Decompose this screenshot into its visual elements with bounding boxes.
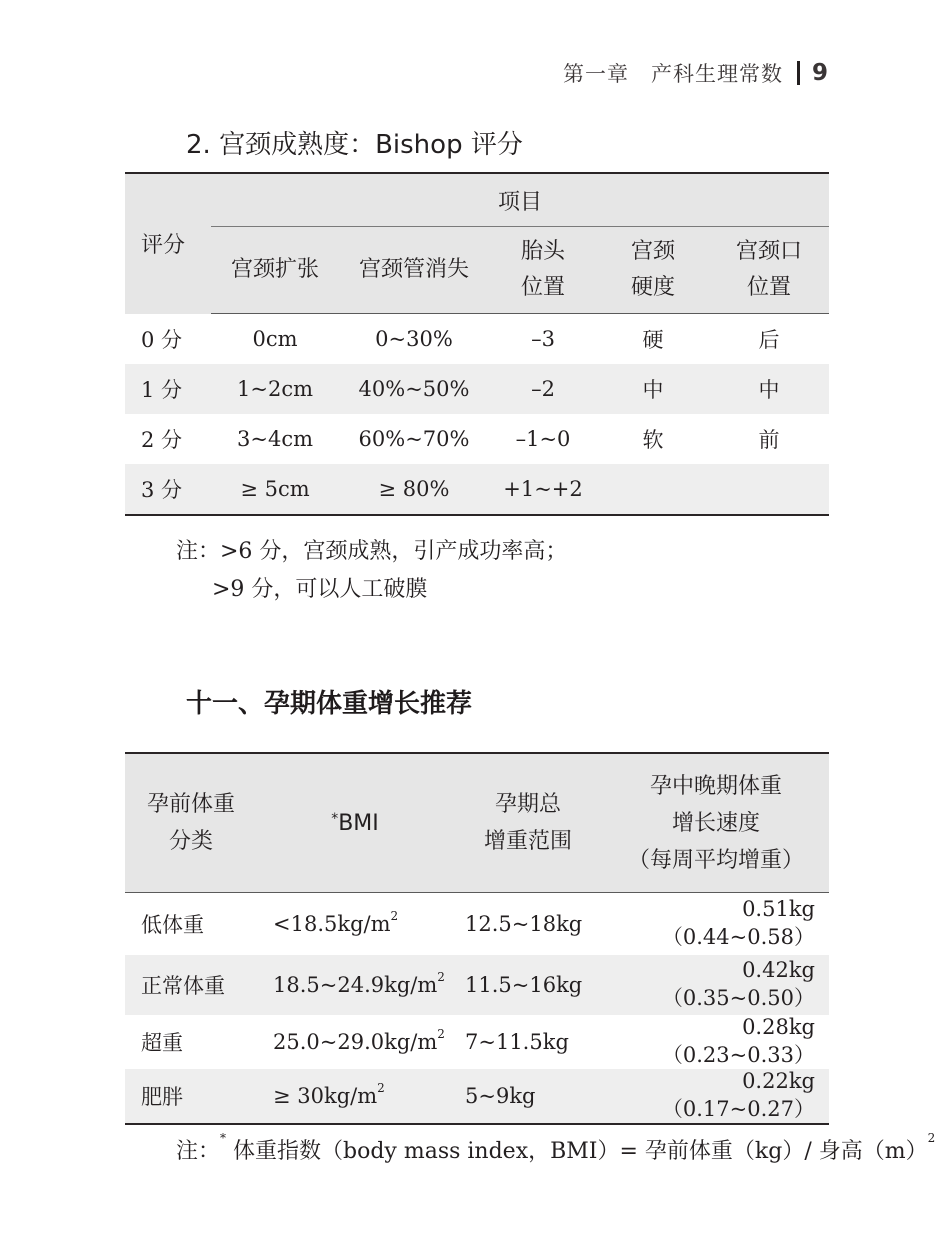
running-header [563,58,828,88]
column-header-dilation: 宫颈扩张 [211,227,339,314]
column-header-category: 孕前体重 分类 [125,753,257,893]
table-row: 低体重 $<18.5kg/m^2$ 12.5~18kg 0.51kg（0.44~0.58） [141,897,815,949]
column-header-station: 胎头 位置 [489,227,597,314]
score-header: 评分 [125,173,211,314]
bishop-score-table [125,172,829,516]
column-header-rate: 孕中晚期体重 增长速度 （每周平均增重） [603,753,829,893]
table-row: 超重 $25.0\sim 29.0kg/m^2$ 7~11.5kg 0.28kg（0.23~0.33） [141,1015,815,1067]
bishop-note-line-1: 注：>6 分，宫颈成熟，引产成功率高； [176,539,568,564]
column-header-position: 宫颈口 位置 [709,227,829,314]
bishop-note [176,533,567,609]
table-row: 1 分 1~2cm 40%~50% –2 中 中 [125,364,829,414]
column-header-effacement: 宫颈管消失 [339,227,489,314]
table-row: 2 分 3~4cm 60%~70% –1~0 软 前 [141,427,780,452]
weight-gain-table [125,752,829,1125]
table-row: 肥胖 ≥ $30kg/m^2$ 5~9kg 0.22kg（0.17~0.27） [125,1069,829,1124]
header-divider [797,61,800,85]
bishop-note-line-2: >9 分，可以人工破膜 [212,577,428,602]
table-row: 0 分 0cm 0~30% –3 硬 后 [141,327,780,352]
table-row: 正常体重 $18.5\sim 24.9kg/m^2$ 11.5~16kg 0.42kg（0.35~0.50） [125,955,829,1015]
page-number: 9 [811,60,828,86]
chapter-title: 第一章 产科生理常数 [562,62,783,86]
column-header-consistency: 宫颈 硬度 [597,227,709,314]
weight-section-title: 十一、孕期体重增长推荐 [186,689,473,719]
table-row: 3 分 ≥ 5cm ≥ 80% +1~+2 [125,464,829,515]
item-header: 项目 [211,173,829,227]
bishop-title: 2. 宫颈成熟度：Bishop 评分 [186,130,523,160]
column-header-total-gain: 孕期总 增重范围 [453,753,603,893]
column-header-bmi: *BMI [257,753,453,893]
bmi-note: 注：* 体重指数（body mass index，BMI）= 孕前体重（kg）/ 身高$(m)^2$ [176,1131,935,1164]
